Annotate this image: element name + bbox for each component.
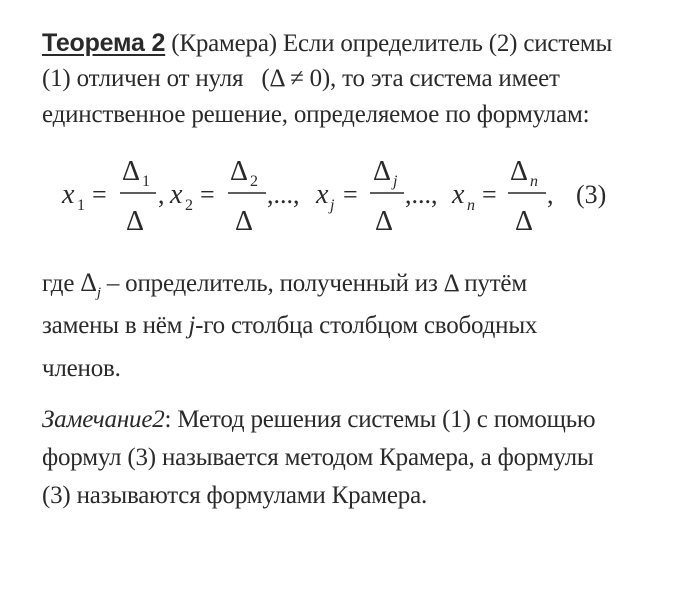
remark-label: Замечание2	[42, 406, 165, 433]
formula-denominator-2: Δ	[235, 206, 254, 237]
formula-delta2-sub: 2	[250, 173, 258, 190]
formula-denominator-3: Δ	[375, 206, 394, 237]
equation-number: (3)	[576, 180, 607, 209]
theorem-line-1-text: (Крамера) Если определитель (2) системы	[165, 30, 613, 57]
remark-line-1-text: : Метод решения системы (1) с помощью	[164, 406, 596, 433]
theorem-line-3: единственное решение, определяемое по формулам:	[42, 101, 590, 128]
explanation-text-b: – определитель, полученный из Δ путём	[100, 270, 527, 297]
formula-x1: x	[62, 179, 75, 210]
formula-end-comma: ,	[547, 180, 554, 209]
theorem-title: Теорема 2	[42, 29, 166, 57]
theorem-line-2-text-a: (1) отличен от нуля	[42, 65, 244, 92]
explanation-line-2	[42, 311, 537, 341]
formula-denominator-4: Δ	[515, 206, 534, 237]
formula-ellipsis-2: ,...,	[405, 180, 438, 209]
formula-denominator-1: Δ	[126, 206, 145, 237]
theorem-line-2	[42, 64, 560, 94]
formula-x1-sub: 1	[77, 197, 85, 214]
explanation-line-1	[42, 268, 527, 308]
formula-deltan-sub: n	[530, 173, 538, 190]
formula-sep-1: ,	[158, 180, 165, 209]
theorem-line-2-text-b: то эта система имеет	[336, 65, 560, 92]
formula-deltaj: Δ	[373, 156, 392, 187]
explanation-j: j	[188, 312, 196, 339]
formula-deltaj-sub: j	[393, 173, 398, 190]
formula-equals-1: =	[92, 180, 107, 209]
formula-equals-4: =	[482, 180, 497, 209]
formula-xn-sub: n	[467, 197, 475, 214]
theorem-line-1	[42, 28, 612, 59]
formula-deltan: Δ	[510, 156, 529, 187]
cramer-formula	[60, 148, 620, 248]
formula-ellipsis-1: ,...,	[267, 180, 300, 209]
formula-delta2: Δ	[230, 156, 249, 187]
formula-equals-2: =	[200, 180, 215, 209]
formula-delta1: Δ	[122, 156, 141, 187]
explanation-line-3: членов.	[42, 355, 121, 382]
formula-x2: x	[170, 179, 183, 210]
explanation-line-2-text-a: замены в нём	[42, 312, 189, 339]
theorem-condition: (Δ ≠ 0),	[261, 65, 337, 92]
remark-line-1	[42, 405, 595, 435]
formula-xn: x	[452, 179, 465, 210]
formula-delta1-sub: 1	[142, 173, 150, 190]
remark-line-3: (3) называются формулами Крамера.	[42, 482, 428, 509]
formula-xj-sub: j	[330, 197, 335, 214]
explanation-line-2-text-b: -го столбца столбцом свободных	[195, 312, 538, 339]
remark-line-2: формул (3) называется методом Крамера, а формулы	[42, 444, 594, 471]
explanation-delta: Δ	[80, 268, 97, 297]
formula-equals-3: =	[343, 180, 358, 209]
explanation-delta-sub: j	[96, 285, 101, 301]
formula-x2-sub: 2	[185, 197, 193, 214]
explanation-text-a: где	[42, 270, 81, 297]
formula-xj: x	[316, 179, 329, 210]
